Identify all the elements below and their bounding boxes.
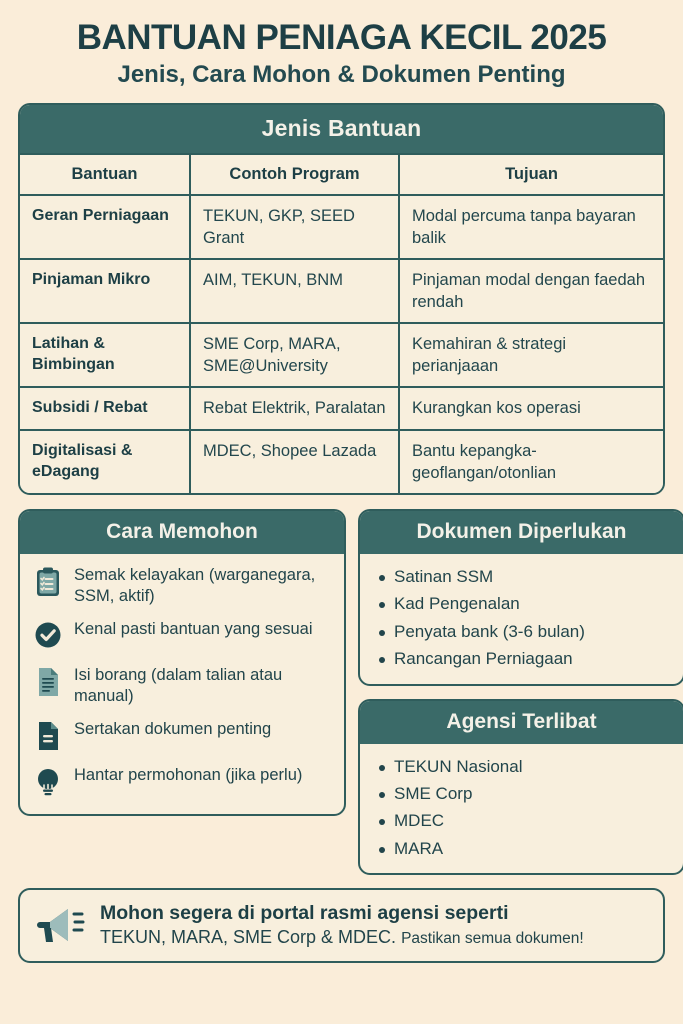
dokumen-diperlukan-body	[360, 554, 683, 684]
banner-line-1: Mohon segera di portal rasmi agensi seperti	[100, 902, 509, 925]
table-row	[20, 387, 663, 429]
cara-memohon-body	[20, 554, 344, 814]
cell-contoh: SME Corp, MARA, SME@University	[190, 323, 399, 387]
right-column	[358, 509, 683, 876]
column-header-contoh-program: Contoh Program	[190, 154, 399, 195]
dokumen-diperlukan-title: Dokumen Diperlukan	[360, 511, 683, 554]
megaphone-icon	[34, 900, 88, 950]
banner-agencies: TEKUN, MARA, SME Corp & MDEC.	[100, 926, 397, 947]
table-row	[20, 323, 663, 387]
list-item	[32, 564, 332, 608]
list-item: Penyata bank (3-6 bulan)	[394, 621, 671, 643]
left-column	[18, 509, 346, 816]
table-row	[20, 430, 663, 493]
step-label: Semak kelayakan (warganegara, SSM, aktif)	[74, 565, 316, 606]
banner-note: Pastikan semua dokumen!	[401, 929, 584, 947]
jenis-bantuan-table	[20, 153, 663, 493]
agensi-list	[372, 754, 671, 861]
document-attach-icon	[32, 718, 64, 754]
agensi-terlibat-body	[360, 744, 683, 874]
list-item: MDEC	[394, 810, 671, 832]
cell-tujuan: Kurangkan kos operasi	[399, 387, 663, 429]
page-subtitle: Jenis, Cara Mohon & Dokumen Penting	[117, 61, 566, 89]
cell-contoh: MDEC, Shopee Lazada	[190, 430, 399, 493]
check-circle-icon	[32, 618, 64, 654]
clipboard-checklist-icon	[32, 564, 64, 600]
step-label: Isi borang (dalam talian atau manual)	[74, 665, 283, 706]
banner-line-2	[100, 927, 584, 947]
two-column-area	[18, 509, 665, 876]
list-item: Satinan SSM	[394, 566, 671, 588]
step-label: Hantar permohonan (jika perlu)	[74, 765, 303, 784]
banner-text	[100, 902, 649, 948]
agensi-terlibat-title: Agensi Terlibat	[360, 701, 683, 744]
column-header-tujuan: Tujuan	[399, 154, 663, 195]
cell-tujuan: Modal percuma tanpa bayaran balik	[399, 195, 663, 259]
cell-tujuan: Pinjaman modal dengan faedah rendah	[399, 259, 663, 323]
table-row	[20, 195, 663, 259]
step-label: Kenal pasti bantuan yang sesuai	[74, 619, 313, 638]
cell-contoh: AIM, TEKUN, BNM	[190, 259, 399, 323]
dokumen-diperlukan-card	[358, 509, 683, 686]
list-item: SME Corp	[394, 783, 671, 805]
cara-memohon-card	[18, 509, 346, 816]
call-to-action-banner	[18, 888, 665, 963]
cell-tujuan: Bantu kepangka-geoflangan/otonlian	[399, 430, 663, 493]
document-lines-icon	[32, 664, 64, 700]
cell-bantuan: Subsidi / Rebat	[20, 387, 190, 429]
cell-tujuan: Kemahiran & strategi perianjaaan	[399, 323, 663, 387]
lightbulb-icon	[32, 764, 64, 800]
list-item	[32, 718, 332, 754]
list-item: Rancangan Perniagaan	[394, 648, 671, 670]
cell-contoh: Rebat Elektrik, Paralatan	[190, 387, 399, 429]
step-label: Sertakan dokumen penting	[74, 719, 272, 738]
list-item	[32, 664, 332, 708]
list-item: TEKUN Nasional	[394, 756, 671, 778]
list-item: Kad Pengenalan	[394, 593, 671, 615]
dokumen-list	[372, 564, 671, 671]
column-header-bantuan: Bantuan	[20, 154, 190, 195]
jenis-bantuan-card	[18, 103, 665, 495]
cell-bantuan: Digitalisasi & eDagang	[20, 430, 190, 493]
cara-memohon-title: Cara Memohon	[20, 511, 344, 554]
list-item: MARA	[394, 838, 671, 860]
jenis-bantuan-title: Jenis Bantuan	[20, 105, 663, 153]
page-header	[18, 0, 665, 89]
cell-bantuan: Geran Perniagaan	[20, 195, 190, 259]
page-title: BANTUAN PENIAGA KECIL 2025	[76, 18, 607, 57]
cell-bantuan: Latihan & Bimbingan	[20, 323, 190, 387]
list-item	[32, 764, 332, 800]
list-item	[32, 618, 332, 654]
table-header-row	[20, 154, 663, 195]
steps-list	[32, 564, 332, 800]
cell-contoh: TEKUN, GKP, SEED Grant	[190, 195, 399, 259]
agensi-terlibat-card	[358, 699, 683, 876]
table-row	[20, 259, 663, 323]
cell-bantuan: Pinjaman Mikro	[20, 259, 190, 323]
